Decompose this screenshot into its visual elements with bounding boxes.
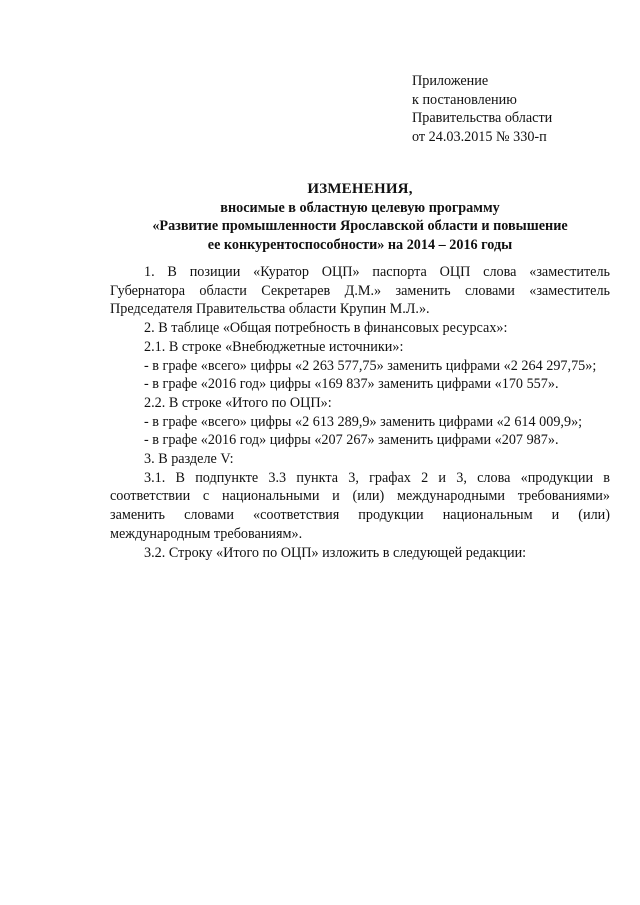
- paragraph-3: 3. В разделе V:: [144, 451, 234, 468]
- paragraph-2-1-a: - в графе «всего» цифры «2 263 577,75» заменить цифрами «2 264 297,75»;: [144, 357, 597, 374]
- appendix-block: [412, 72, 552, 146]
- document-body: [110, 263, 610, 562]
- paragraph-2-2-b: - в графе «2016 год» цифры «207 267» заменить цифрами «207 987».: [144, 432, 559, 449]
- document-heading: [110, 180, 610, 254]
- paragraph-3-1: 3.1. В подпункте 3.3 пункта 3, графах 2 и 3, слова «продукции в соответствии с национальными и (или) международными требованиями» заменить словами «соответствия продукции национальным и (или) международным требованиям».: [110, 469, 610, 542]
- paragraph-1: 1. В позиции «Куратор ОЦП» паспорта ОЦП слова «заместитель Губернатора области Секретарев Д.М.» заменить словами «заместитель Председателя Правительства области Крупин М.Л.».: [110, 264, 610, 318]
- heading-title: ИЗМЕНЕНИЯ,: [307, 181, 413, 197]
- appendix-line-2: к постановлению: [412, 91, 517, 108]
- appendix-line-4: от 24.03.2015 № 330-п: [412, 128, 547, 145]
- heading-line-3: «Развитие промышленности Ярославской области и повышение: [152, 218, 568, 235]
- appendix-line-1: Приложение: [412, 73, 489, 89]
- paragraph-2-2-a: - в графе «всего» цифры «2 613 289,9» заменить цифрами «2 614 009,9»;: [144, 413, 583, 430]
- paragraph-2-1-b: - в графе «2016 год» цифры «169 837» заменить цифрами «170 557».: [144, 376, 559, 393]
- paragraph-2-2: 2.2. В строке «Итого по ОЦП»:: [144, 394, 332, 411]
- paragraph-2: 2. В таблице «Общая потребность в финансовых ресурсах»:: [144, 320, 508, 337]
- heading-line-4: ее конкурентоспособности» на 2014 – 2016 годы: [207, 236, 513, 253]
- appendix-line-3: Правительства области: [412, 110, 553, 127]
- paragraph-2-1: 2.1. В строке «Внебюджетные источники»:: [144, 338, 404, 355]
- heading-line-2: вносимые в областную целевую программу: [220, 199, 500, 216]
- paragraph-3-2: 3.2. Строку «Итого по ОЦП» изложить в следующей редакции:: [144, 544, 527, 561]
